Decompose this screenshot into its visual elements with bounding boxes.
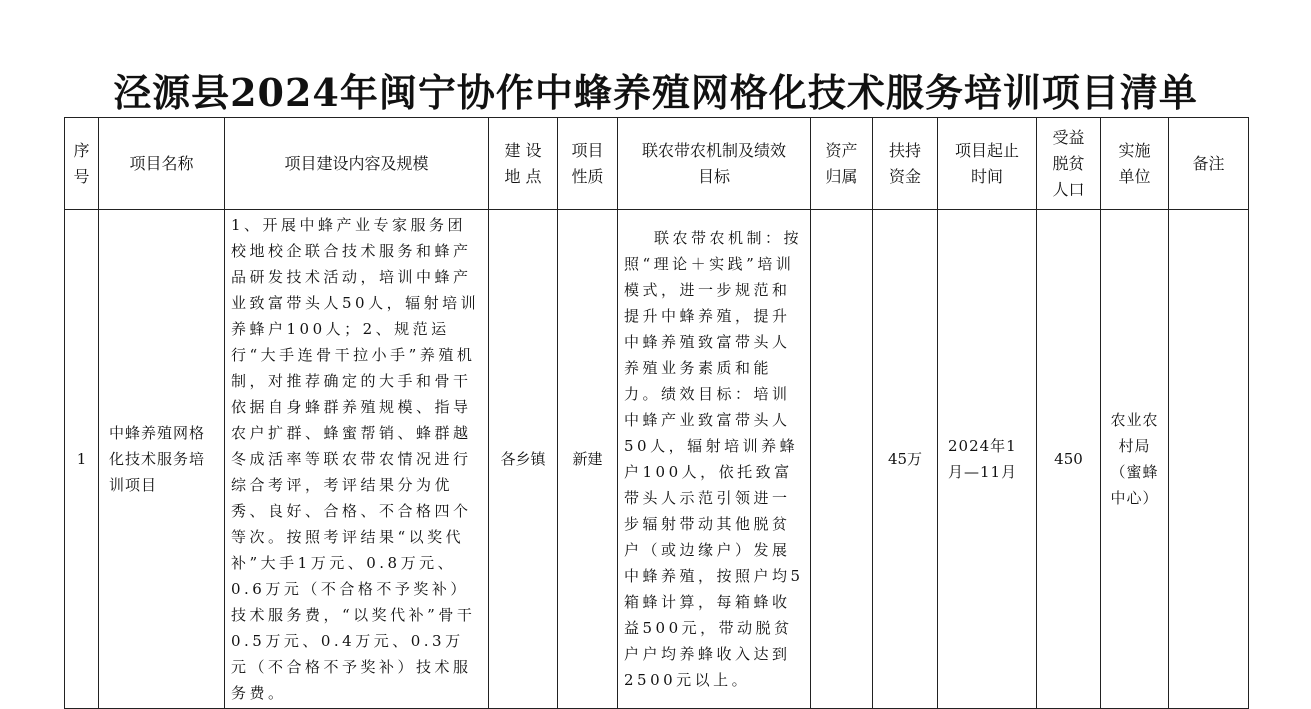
cell-beneficiaries: 450 bbox=[1037, 210, 1101, 709]
cell-content: 1、开展中蜂产业专家服务团校地校企联合技术服务和蜂产品研发技术活动，培训中蜂产业致富带头人50人，辐射培训养蜂户100人；2、规范运行“大手连骨干拉小手”养殖机制，对推荐确定的大手和骨干依据自身蜂群养殖规模、指导农户扩群、蜂蜜帮销、蜂群越冬成活率等联农带农情况进行综合考评，考评结果分为优秀、良好、合格、不合格四个等次。按照考评结果“以奖代补”大手1万元、0.8万元、0.6万元（不合格不予奖补）技术服务费，“以奖代补”骨干0.5万元、0.4万元、0.3万元（不合格不予奖补）技术服务费。 bbox=[225, 210, 489, 709]
header-implementer: 实施 单位 bbox=[1101, 118, 1169, 210]
header-name: 项目名称 bbox=[99, 118, 225, 210]
header-content: 项目建设内容及规模 bbox=[225, 118, 489, 210]
cell-nature: 新建 bbox=[558, 210, 618, 709]
header-location: 建 设 地 点 bbox=[489, 118, 558, 210]
cell-asset-owner bbox=[811, 210, 873, 709]
header-asset-owner: 资产 归属 bbox=[811, 118, 873, 210]
cell-remarks bbox=[1169, 210, 1249, 709]
header-period: 项目起止 时间 bbox=[938, 118, 1037, 210]
cell-index: 1 bbox=[65, 210, 99, 709]
page-title: 泾源县2024年闽宁协作中蜂养殖网格化技术服务培训项目清单 bbox=[113, 70, 1198, 115]
header-nature: 项目 性质 bbox=[558, 118, 618, 210]
header-funding: 扶持 资金 bbox=[873, 118, 938, 210]
table-row bbox=[65, 210, 1249, 709]
header-mechanism: 联农带农机制及绩效 目标 bbox=[618, 118, 811, 210]
header-index: 序 号 bbox=[65, 118, 99, 210]
cell-implementer: 农业农村局（蜜蜂中心） bbox=[1101, 210, 1169, 709]
cell-funding: 45万 bbox=[873, 210, 938, 709]
header-remarks: 备注 bbox=[1169, 118, 1249, 210]
header-row bbox=[65, 118, 1249, 210]
header-beneficiaries: 受益 脱贫 人口 bbox=[1037, 118, 1101, 210]
cell-period: 2024年1月—11月 bbox=[938, 210, 1037, 709]
cell-location: 各乡镇 bbox=[489, 210, 558, 709]
project-table bbox=[64, 117, 1249, 709]
cell-mechanism: 联农带农机制：按照“理论＋实践”培训模式，进一步规范和提升中蜂养殖，提升中蜂养殖致富带头人养殖业务素质和能力。绩效目标：培训中蜂产业致富带头人50人，辐射培训养蜂户100人，依托致富带头人示范引领进一步辐射带动其他脱贫户（或边缘户）发展中蜂养殖，按照户均5箱蜂计算，每箱蜂收益500元，带动脱贫户户均养蜂收入达到2500元以上。 bbox=[618, 210, 811, 709]
cell-name: 中蜂养殖网格化技术服务培训项目 bbox=[99, 210, 225, 709]
